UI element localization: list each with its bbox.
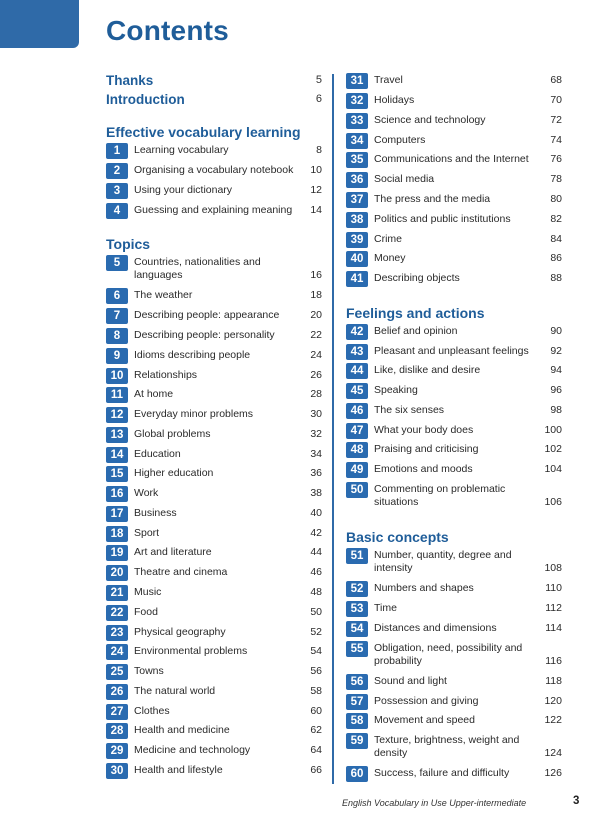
- unit-page: 112: [545, 602, 562, 614]
- column-divider: [332, 74, 334, 784]
- unit-item[interactable]: [346, 212, 562, 228]
- unit-page: 116: [545, 655, 562, 667]
- unit-page: 38: [310, 487, 322, 499]
- unit-page: 90: [550, 325, 562, 337]
- unit-number: 12: [106, 407, 128, 423]
- unit-title: Praising and criticising: [374, 443, 479, 455]
- unit-page: 88: [550, 272, 562, 284]
- unit-item[interactable]: [106, 466, 322, 482]
- unit-number: 56: [346, 674, 368, 690]
- unit-page: 80: [550, 193, 562, 205]
- unit-number: 51: [346, 548, 368, 564]
- unit-number: 4: [106, 203, 128, 219]
- unit-page: 54: [310, 645, 322, 657]
- unit-number: 8: [106, 328, 128, 344]
- unit-item[interactable]: [106, 348, 322, 364]
- unit-page: 32: [310, 428, 322, 440]
- unit-title: Health and medicine: [134, 724, 230, 736]
- unit-item[interactable]: [346, 133, 562, 149]
- unit-item[interactable]: [106, 605, 322, 621]
- unit-page: 40: [310, 507, 322, 519]
- unit-number: 32: [346, 93, 368, 109]
- unit-item[interactable]: [346, 674, 562, 690]
- unit-item[interactable]: [106, 545, 322, 561]
- unit-item[interactable]: [106, 506, 322, 522]
- unit-item[interactable]: [346, 73, 562, 89]
- unit-item[interactable]: [106, 763, 322, 779]
- unit-page: 56: [310, 665, 322, 677]
- unit-page: 12: [310, 184, 322, 196]
- unit-title: Like, dislike and desire: [374, 364, 481, 376]
- unit-item[interactable]: [106, 585, 322, 601]
- unit-title: Describing objects: [374, 272, 460, 284]
- unit-page: 28: [310, 388, 322, 400]
- unit-item[interactable]: [106, 526, 322, 542]
- unit-item[interactable]: [106, 723, 322, 739]
- unit-title: Idioms describing people: [134, 349, 251, 361]
- unit-page: 14: [310, 204, 322, 216]
- unit-title: The six senses: [374, 404, 445, 416]
- unit-page: 58: [310, 685, 322, 697]
- unit-number: 19: [106, 545, 128, 561]
- unit-page: 64: [310, 744, 322, 756]
- unit-number: 9: [106, 348, 128, 364]
- unit-title: Learning vocabulary: [134, 144, 229, 156]
- unit-title: Crime: [374, 233, 402, 245]
- unit-item[interactable]: [106, 255, 322, 281]
- unit-title: Time: [374, 602, 397, 614]
- unit-number: 7: [106, 308, 128, 324]
- unit-page: 120: [544, 695, 562, 707]
- front-matter-label: Thanks: [106, 73, 154, 88]
- unit-item[interactable]: [346, 363, 562, 379]
- unit-title: Using your dictionary: [134, 184, 233, 196]
- unit-number: 40: [346, 251, 368, 267]
- unit-number: 13: [106, 427, 128, 443]
- unit-title: At home: [134, 388, 174, 400]
- unit-number: 52: [346, 581, 368, 597]
- unit-number: 44: [346, 363, 368, 379]
- unit-title: Commenting on problematic situations: [374, 483, 506, 508]
- unit-title: Communications and the Internet: [374, 153, 529, 165]
- front-matter-item[interactable]: [106, 92, 322, 110]
- unit-item[interactable]: [106, 684, 322, 700]
- unit-title: Movement and speed: [374, 714, 475, 726]
- unit-number: 41: [346, 271, 368, 287]
- unit-number: 38: [346, 212, 368, 228]
- unit-number: 10: [106, 368, 128, 384]
- unit-title: Relationships: [134, 369, 198, 381]
- unit-item[interactable]: [106, 308, 322, 324]
- unit-title: Physical geography: [134, 626, 226, 638]
- unit-item[interactable]: [346, 152, 562, 168]
- unit-page: 104: [544, 463, 562, 475]
- unit-number: 25: [106, 664, 128, 680]
- unit-item[interactable]: [106, 486, 322, 502]
- unit-item[interactable]: [106, 664, 322, 680]
- unit-item[interactable]: [346, 581, 562, 597]
- unit-page: 68: [550, 74, 562, 86]
- unit-title: The weather: [134, 289, 193, 301]
- unit-item[interactable]: [106, 625, 322, 641]
- unit-page: 50: [310, 606, 322, 618]
- unit-title: Everyday minor problems: [134, 408, 254, 420]
- unit-page: 22: [310, 329, 322, 341]
- unit-number: 30: [106, 763, 128, 779]
- unit-page: 10: [310, 164, 322, 176]
- unit-item[interactable]: [346, 93, 562, 109]
- unit-number: 49: [346, 462, 368, 478]
- unit-title: Emotions and moods: [374, 463, 473, 475]
- unit-item[interactable]: [106, 203, 322, 219]
- unit-title: Politics and public institutions: [374, 213, 511, 225]
- unit-page: 118: [545, 675, 562, 687]
- unit-title: Art and literature: [134, 546, 212, 558]
- unit-number: 28: [106, 723, 128, 739]
- unit-title: Numbers and shapes: [374, 582, 474, 594]
- unit-page: 78: [550, 173, 562, 185]
- unit-number: 22: [106, 605, 128, 621]
- unit-number: 2: [106, 163, 128, 179]
- unit-item[interactable]: [106, 288, 322, 304]
- unit-title: Medicine and technology: [134, 744, 251, 756]
- unit-page: 94: [550, 364, 562, 376]
- unit-item[interactable]: [346, 482, 562, 508]
- unit-page: 84: [550, 233, 562, 245]
- unit-item[interactable]: [106, 183, 322, 199]
- unit-number: 6: [106, 288, 128, 304]
- unit-number: 53: [346, 601, 368, 617]
- unit-item[interactable]: [106, 565, 322, 581]
- unit-page: 110: [545, 582, 562, 594]
- unit-title: Describing people: personality: [134, 329, 275, 341]
- unit-page: 114: [545, 622, 562, 634]
- unit-title: Higher education: [134, 467, 214, 479]
- unit-number: 42: [346, 324, 368, 340]
- unit-item[interactable]: [346, 641, 562, 667]
- unit-page: 46: [310, 566, 322, 578]
- unit-page: 70: [550, 94, 562, 106]
- unit-title: Travel: [374, 74, 403, 86]
- unit-item[interactable]: [346, 733, 562, 759]
- unit-page: 72: [550, 114, 562, 126]
- unit-title: Texture, brightness, weight and density: [374, 734, 520, 759]
- unit-item[interactable]: [106, 644, 322, 660]
- unit-title: Work: [134, 487, 159, 499]
- unit-page: 124: [544, 747, 562, 759]
- unit-number: 17: [106, 506, 128, 522]
- unit-title: Success, failure and difficulty: [374, 767, 510, 779]
- unit-title: Science and technology: [374, 114, 486, 126]
- unit-item[interactable]: [106, 427, 322, 443]
- unit-page: 108: [544, 562, 562, 574]
- unit-item[interactable]: [106, 743, 322, 759]
- unit-number: 34: [346, 133, 368, 149]
- unit-number: 26: [106, 684, 128, 700]
- unit-number: 24: [106, 644, 128, 660]
- unit-title: Global problems: [134, 428, 211, 440]
- unit-item[interactable]: [346, 172, 562, 188]
- unit-number: 27: [106, 704, 128, 720]
- unit-number: 47: [346, 423, 368, 439]
- unit-page: 96: [550, 384, 562, 396]
- unit-number: 43: [346, 344, 368, 360]
- unit-item[interactable]: [106, 387, 322, 403]
- unit-page: 52: [310, 626, 322, 638]
- front-matter-page: 6: [315, 93, 322, 105]
- unit-item[interactable]: [346, 192, 562, 208]
- unit-title: Holidays: [374, 94, 415, 106]
- unit-item[interactable]: [106, 407, 322, 423]
- unit-title: Describing people: appearance: [134, 309, 280, 321]
- unit-item[interactable]: [346, 271, 562, 287]
- unit-number: 46: [346, 403, 368, 419]
- unit-item[interactable]: [346, 462, 562, 478]
- section-heading: Topics: [106, 236, 151, 252]
- unit-item[interactable]: [106, 328, 322, 344]
- unit-item[interactable]: [346, 344, 562, 360]
- unit-number: 57: [346, 694, 368, 710]
- unit-title: Possession and giving: [374, 695, 479, 707]
- unit-page: 92: [550, 345, 562, 357]
- unit-number: 1: [106, 143, 128, 159]
- unit-item[interactable]: [346, 251, 562, 267]
- unit-number: 45: [346, 383, 368, 399]
- unit-title: Business: [134, 507, 177, 519]
- unit-title: Organising a vocabulary notebook: [134, 164, 294, 176]
- section-heading: Feelings and actions: [346, 305, 485, 321]
- unit-title: Pleasant and unpleasant feelings: [374, 345, 529, 357]
- unit-title: Health and lifestyle: [134, 764, 223, 776]
- unit-number: 59: [346, 733, 368, 749]
- unit-number: 21: [106, 585, 128, 601]
- unit-title: The press and the media: [374, 193, 491, 205]
- front-matter-page: 5: [315, 74, 322, 86]
- unit-item[interactable]: [346, 713, 562, 729]
- unit-item[interactable]: [346, 113, 562, 129]
- unit-item[interactable]: [346, 601, 562, 617]
- unit-item[interactable]: [346, 766, 562, 782]
- unit-item[interactable]: [106, 368, 322, 384]
- unit-item[interactable]: [346, 694, 562, 710]
- unit-page: 106: [544, 496, 562, 508]
- footer-page-number: 3: [573, 795, 580, 807]
- unit-title: Guessing and explaining meaning: [134, 204, 293, 216]
- unit-page: 34: [310, 448, 322, 460]
- unit-title: Education: [134, 448, 181, 460]
- unit-number: 39: [346, 232, 368, 248]
- unit-page: 76: [550, 153, 562, 165]
- unit-number: 18: [106, 526, 128, 542]
- unit-page: 8: [316, 144, 322, 156]
- unit-page: 36: [310, 467, 322, 479]
- unit-item[interactable]: [346, 442, 562, 458]
- unit-title: Food: [134, 606, 158, 618]
- unit-item[interactable]: [346, 232, 562, 248]
- unit-title: Obligation, need, possibility and probability: [374, 642, 523, 667]
- unit-title: Environmental problems: [134, 645, 248, 657]
- unit-page: 60: [310, 705, 322, 717]
- unit-number: 11: [106, 387, 128, 403]
- unit-number: 33: [346, 113, 368, 129]
- unit-item[interactable]: [346, 548, 562, 574]
- unit-number: 29: [106, 743, 128, 759]
- unit-title: Sound and light: [374, 675, 447, 687]
- unit-page: 122: [544, 714, 562, 726]
- unit-page: 62: [310, 724, 322, 736]
- unit-page: 66: [310, 764, 322, 776]
- unit-number: 3: [106, 183, 128, 199]
- front-matter-item[interactable]: [106, 73, 322, 91]
- unit-number: 58: [346, 713, 368, 729]
- unit-number: 55: [346, 641, 368, 657]
- unit-page: 86: [550, 252, 562, 264]
- unit-number: 15: [106, 466, 128, 482]
- unit-item[interactable]: [106, 163, 322, 179]
- unit-item[interactable]: [346, 403, 562, 419]
- unit-item[interactable]: [346, 423, 562, 439]
- unit-page: 20: [310, 309, 322, 321]
- unit-page: 126: [544, 767, 562, 779]
- unit-number: 60: [346, 766, 368, 782]
- unit-title: Countries, nationalities and languages: [134, 256, 261, 281]
- unit-number: 50: [346, 482, 368, 498]
- unit-title: Theatre and cinema: [134, 566, 228, 578]
- unit-item[interactable]: [346, 383, 562, 399]
- unit-number: 54: [346, 621, 368, 637]
- unit-page: 26: [310, 369, 322, 381]
- unit-page: 44: [310, 546, 322, 558]
- unit-item[interactable]: [106, 143, 322, 159]
- unit-page: 24: [310, 349, 322, 361]
- unit-title: Social media: [374, 173, 435, 185]
- unit-title: Money: [374, 252, 406, 264]
- unit-title: What your body does: [374, 424, 474, 436]
- unit-page: 100: [544, 424, 562, 436]
- unit-page: 98: [550, 404, 562, 416]
- unit-page: 48: [310, 586, 322, 598]
- unit-number: 5: [106, 255, 128, 271]
- unit-item[interactable]: [346, 621, 562, 637]
- unit-page: 82: [550, 213, 562, 225]
- unit-item[interactable]: [106, 704, 322, 720]
- unit-number: 16: [106, 486, 128, 502]
- section-heading: Effective vocabulary learning: [106, 124, 301, 140]
- footer-book-title: English Vocabulary in Use Upper-intermediate: [342, 798, 527, 808]
- unit-number: 37: [346, 192, 368, 208]
- unit-title: The natural world: [134, 685, 216, 697]
- unit-number: 35: [346, 152, 368, 168]
- unit-page: 18: [310, 289, 322, 301]
- unit-title: Clothes: [134, 705, 170, 717]
- unit-page: 16: [310, 269, 322, 281]
- unit-number: 23: [106, 625, 128, 641]
- unit-number: 14: [106, 447, 128, 463]
- unit-title: Computers: [374, 134, 426, 146]
- unit-page: 42: [310, 527, 322, 539]
- unit-title: Music: [134, 586, 162, 598]
- unit-title: Belief and opinion: [374, 325, 458, 337]
- unit-number: 20: [106, 565, 128, 581]
- unit-item[interactable]: [346, 324, 562, 340]
- unit-title: Sport: [134, 527, 160, 539]
- unit-item[interactable]: [106, 447, 322, 463]
- page-title: Contents: [106, 15, 229, 46]
- unit-page: 74: [550, 134, 562, 146]
- unit-number: 36: [346, 172, 368, 188]
- unit-page: 30: [310, 408, 322, 420]
- corner-tab: [0, 0, 79, 48]
- unit-title: Towns: [134, 665, 164, 677]
- unit-title: Number, quantity, degree and intensity: [374, 549, 512, 574]
- unit-number: 48: [346, 442, 368, 458]
- front-matter-label: Introduction: [106, 92, 185, 107]
- unit-title: Distances and dimensions: [374, 622, 497, 634]
- section-heading: Basic concepts: [346, 529, 449, 545]
- unit-title: Speaking: [374, 384, 418, 396]
- unit-page: 102: [544, 443, 562, 455]
- unit-number: 31: [346, 73, 368, 89]
